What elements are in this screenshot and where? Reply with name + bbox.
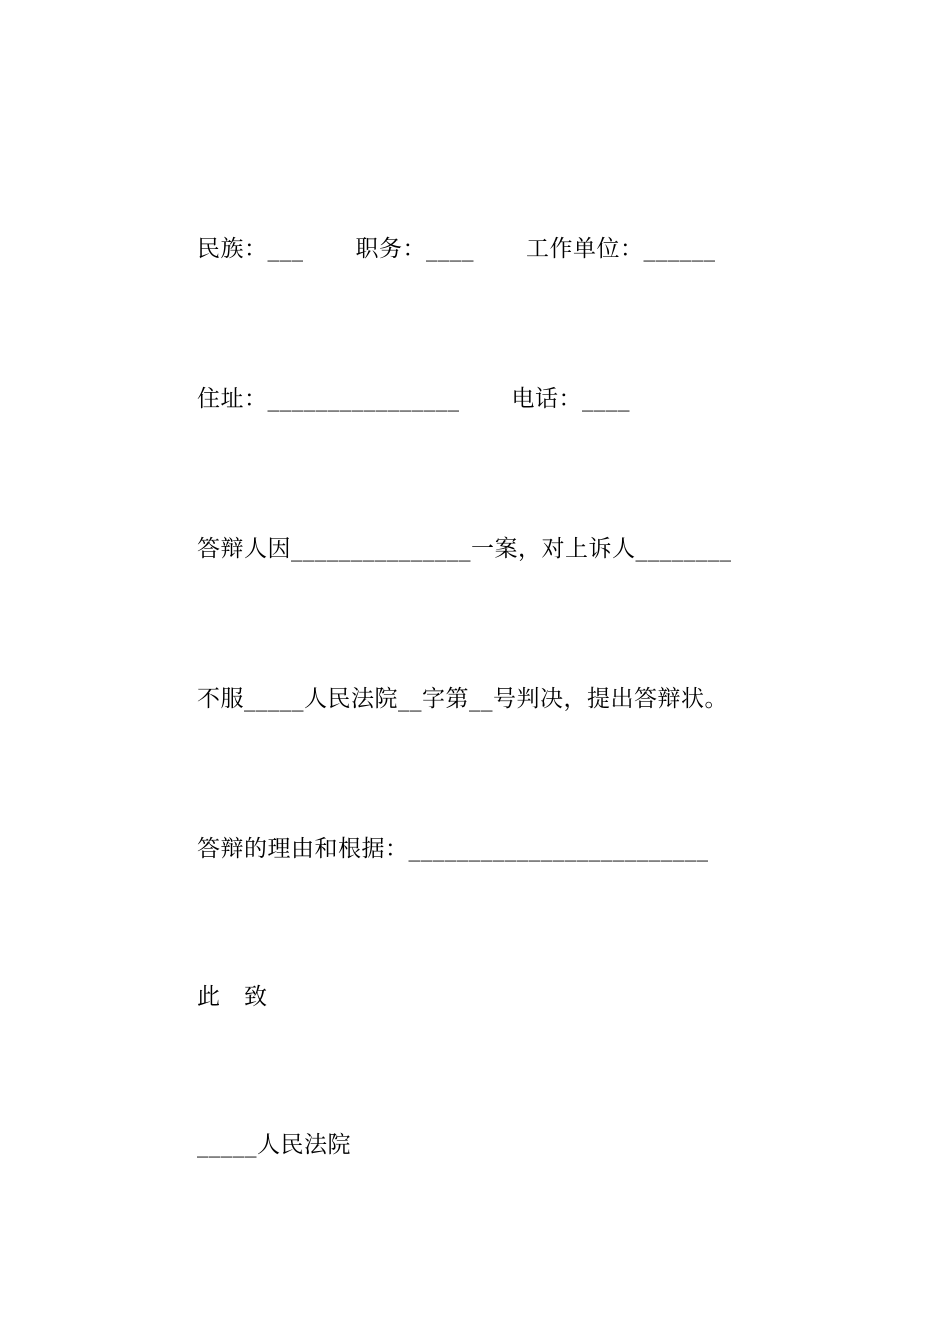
employer-field: 工作单位：______ xyxy=(526,236,716,262)
court-addressee: _____人民法院 xyxy=(197,1132,351,1158)
address-phone-line xyxy=(197,384,630,414)
appeal-statement: 不服_____人民法院__字第__号判决，提出答辩状。 xyxy=(197,686,728,712)
position-field: 职务：____ xyxy=(355,236,474,262)
address-field: 住址：________________ xyxy=(197,386,460,412)
personal-info-line xyxy=(197,234,716,264)
phone-field: 电话：____ xyxy=(511,386,630,412)
reasons-label: 答辩的理由和根据：_________________________ xyxy=(197,836,709,862)
case-statement: 答辩人因_______________一案，对上诉人________ xyxy=(197,536,732,562)
ethnicity-field: 民族：___ xyxy=(197,236,304,262)
closing-salutation: 此 致 xyxy=(197,984,268,1010)
